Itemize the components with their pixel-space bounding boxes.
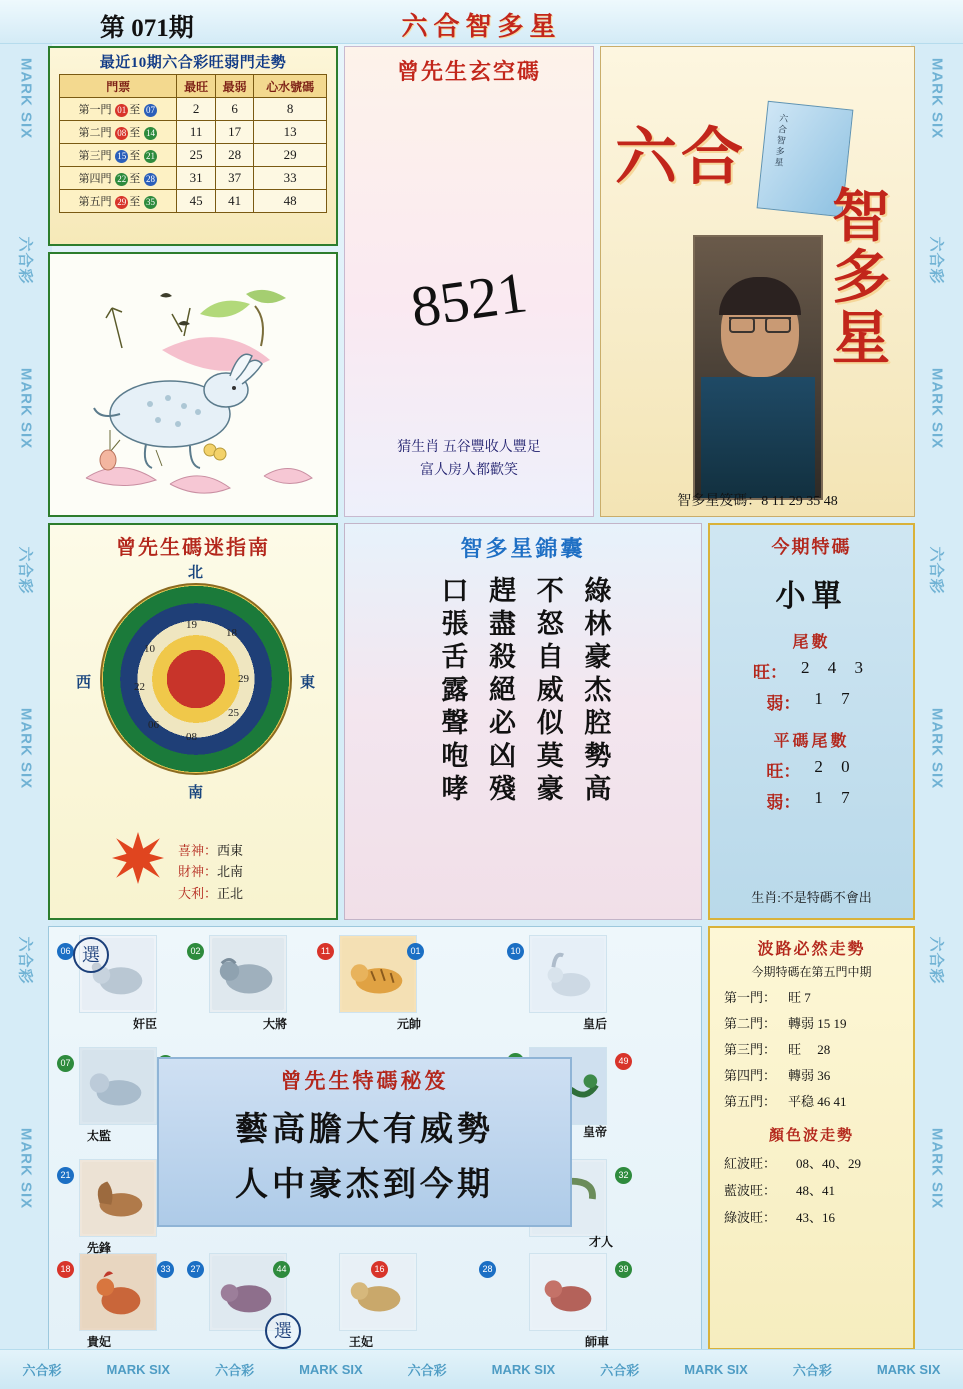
tail-weak-value: 1 7 [814, 689, 857, 708]
special-code-value: 小單 [775, 580, 848, 613]
row-label: 第二門 08 至 14 [60, 121, 177, 144]
number-ball[interactable]: 32 [615, 1167, 632, 1184]
tiger-icon [342, 938, 414, 1010]
flat-weak-label: 弱： [766, 793, 801, 812]
gate-value: 旺 7 [788, 990, 811, 1005]
legend-key: 財神： [178, 864, 218, 880]
gate-row [724, 987, 913, 1006]
wave-trend-title: 波路必然走勢 [757, 941, 866, 958]
zodiac-label: 元帥 [397, 1017, 422, 1031]
gate-label: 第二門 [78, 127, 112, 139]
gate-row [724, 1013, 913, 1032]
rail-watermark: 六合彩 [927, 936, 945, 985]
rabbit-illustration-panel [48, 252, 338, 517]
number-ball[interactable]: 28 [479, 1261, 496, 1278]
zodiac-cell[interactable] [209, 935, 287, 1013]
secret-formula-panel [157, 1057, 572, 1227]
compass-panel [48, 523, 338, 920]
brand-panel [600, 46, 915, 517]
number-ball[interactable]: 49 [615, 1053, 632, 1070]
ball: 35 [145, 196, 155, 207]
portrait-photo [693, 235, 823, 500]
footer-bar [0, 1349, 963, 1389]
color-value: 08、40、29 [796, 1156, 862, 1171]
horse-icon [82, 1162, 154, 1234]
footer-item: 六合彩 [407, 1363, 447, 1378]
ball: 01 [117, 104, 127, 115]
trend-title: 最近10期六合彩旺弱門走勢 [99, 55, 287, 71]
zodiac-label: 師車 [585, 1335, 610, 1349]
cell-least: 17 [215, 121, 253, 144]
selection-stamp[interactable]: 選 [265, 1313, 301, 1349]
cell-most: 25 [177, 144, 215, 167]
flat-tail-row [710, 788, 913, 813]
legend-row [178, 883, 243, 904]
rail-watermark: MARK SIX [17, 57, 35, 140]
cell-least: 28 [215, 144, 253, 167]
row-label: 第三門 15 至 21 [60, 144, 177, 167]
gate-key: 第四門： [724, 1068, 777, 1083]
col-header: 門票 [60, 75, 177, 98]
col-header: 心水號碼 [254, 75, 327, 98]
gate-value: 轉弱 36 [788, 1068, 831, 1083]
cell-pick: 33 [254, 167, 327, 190]
footer-item: MARK SIX [299, 1362, 363, 1377]
dial-number: 19 [186, 619, 197, 631]
poem-line-2: 富人房人都歡笑 [420, 462, 518, 478]
zodiac-label: 才人 [589, 1235, 614, 1249]
number-ball[interactable]: 07 [57, 1055, 74, 1072]
zodiac-cell[interactable] [529, 1253, 607, 1331]
period-label: 第 071期 [100, 15, 194, 42]
direction-west: 西 [76, 675, 92, 691]
number-ball[interactable]: 10 [507, 943, 524, 960]
rooster-icon [82, 1256, 154, 1328]
color-key: 綠波旺： [724, 1210, 777, 1225]
rail-watermark: MARK SIX [928, 57, 946, 140]
selection-stamp[interactable]: 選 [73, 937, 109, 973]
gate-value: 平稳 46 41 [788, 1094, 847, 1109]
table-row [60, 167, 327, 190]
ball: 28 [145, 173, 155, 184]
rail-watermark: MARK SIX [928, 367, 946, 450]
dial-number: 22 [134, 681, 145, 693]
jinnang-panel [344, 523, 702, 920]
flat-weak-value: 1 7 [814, 788, 857, 807]
star-icon [112, 832, 164, 884]
secret-line-1: 藝高膽大有威勢 [235, 1112, 494, 1148]
gate-row [724, 1091, 913, 1110]
cell-most: 11 [177, 121, 215, 144]
page-title: 六合智多星 [401, 12, 562, 41]
cell-least: 41 [215, 190, 253, 213]
gate-label: 第五門 [78, 196, 112, 208]
tail-row [710, 658, 913, 683]
zodiac-cell[interactable] [79, 1159, 157, 1237]
table-row [60, 98, 327, 121]
zodiac-cell[interactable] [529, 935, 607, 1013]
number-ball[interactable]: 27 [187, 1261, 204, 1278]
dial-number: 18 [226, 627, 237, 639]
number-ball[interactable]: 33 [157, 1261, 174, 1278]
footer-item: 六合彩 [600, 1363, 640, 1378]
color-value: 43、16 [796, 1210, 836, 1225]
zodiac-cell[interactable] [79, 1047, 157, 1125]
col-header: 最弱 [215, 75, 253, 98]
secret-line-2: 人中豪杰到今期 [235, 1167, 494, 1203]
table-row [60, 121, 327, 144]
cell-pick: 8 [254, 98, 327, 121]
rail-watermark: 六合彩 [927, 236, 945, 285]
cell-pick: 13 [254, 121, 327, 144]
cell-most: 31 [177, 167, 215, 190]
col-header: 最旺 [177, 75, 215, 98]
number-ball[interactable]: 21 [57, 1167, 74, 1184]
rail-watermark: MARK SIX [17, 1127, 35, 1210]
direction-north: 北 [188, 565, 204, 581]
flat-tail-section-title: 平碼尾數 [773, 733, 850, 750]
cell-least: 6 [215, 98, 253, 121]
color-value: 48、41 [796, 1183, 836, 1198]
left-watermark-rail [0, 0, 52, 1389]
verse-column: 口張舌露聲咆哮 [437, 576, 468, 807]
brand-codes-label: 智多星笈碼： [677, 494, 762, 509]
brand-title-2: 智多星 [831, 184, 890, 371]
gate-key: 第二門： [724, 1016, 777, 1031]
table-row [60, 190, 327, 213]
number-ball[interactable]: 44 [273, 1261, 290, 1278]
rail-watermark: MARK SIX [928, 1127, 946, 1210]
compass-legend [178, 840, 243, 904]
brand-title-1: 六合 [615, 124, 748, 192]
table-header-row [60, 75, 327, 98]
ball: 08 [117, 127, 127, 138]
compass-title: 曾先生碼迷指南 [116, 537, 270, 559]
ox-icon [212, 938, 284, 1010]
gate-label: 第三門 [78, 150, 112, 162]
zodiac-label: 王妃 [349, 1335, 374, 1349]
xuankong-panel [344, 46, 594, 517]
number-ball[interactable]: 39 [615, 1261, 632, 1278]
dial-number: 08 [186, 731, 197, 743]
tail-number-section-title: 尾數 [792, 634, 831, 651]
row-label: 第五門 29 至 35 [60, 190, 177, 213]
tail-row [710, 689, 913, 714]
verse-column: 趕盡殺絕必凶殘 [485, 576, 515, 807]
cell-most: 45 [177, 190, 215, 213]
brand-codes-value: 8 11 29 35 48 [761, 494, 838, 509]
brand-codes [601, 490, 914, 510]
special-code-title: 今期特碼 [771, 537, 852, 557]
zodiac-label: 皇帝 [583, 1125, 608, 1139]
legend-key: 喜神： [178, 842, 218, 858]
zodiac-cell[interactable] [339, 935, 417, 1013]
zodiac-label: 皇后 [583, 1017, 608, 1031]
rail-watermark: MARK SIX [17, 367, 35, 450]
gate-label: 第四門 [78, 173, 112, 185]
legend-value: 正北 [217, 885, 244, 901]
flat-strong-value: 2 0 [814, 757, 857, 776]
footer-item: MARK SIX [491, 1362, 556, 1377]
zodiac-label: 奸臣 [133, 1017, 158, 1031]
ball: 14 [145, 127, 155, 138]
trend-panel [48, 46, 338, 246]
legend-value: 北南 [217, 864, 244, 880]
rabbit-icon [532, 938, 604, 1010]
tail-strong-label: 旺： [753, 663, 787, 682]
special-code-panel [708, 523, 915, 920]
wave-trend-subtitle: 今期特碼在第五門中期 [751, 965, 872, 979]
right-watermark-rail [911, 0, 963, 1389]
footer-item: MARK SIX [106, 1362, 171, 1377]
flat-strong-label: 旺： [766, 762, 801, 781]
dial-number: 10 [144, 643, 155, 655]
zodiac-label: 大將 [263, 1017, 288, 1031]
direction-east: 東 [300, 675, 316, 691]
cell-least: 37 [215, 167, 253, 190]
number-ball[interactable]: 18 [57, 1261, 74, 1278]
zodiac-grid-panel [48, 926, 702, 1350]
book-title: 六合智多星 [772, 112, 789, 169]
color-row [724, 1153, 913, 1172]
zodiac-label: 貴妃 [87, 1335, 112, 1349]
legend-key: 大利： [178, 885, 218, 901]
gate-key: 第一門： [724, 990, 777, 1005]
rail-watermark: 六合彩 [16, 236, 34, 285]
ball: 29 [117, 196, 127, 207]
color-wave-title: 顏色波走勢 [768, 1128, 854, 1144]
cell-pick: 29 [254, 144, 327, 167]
number-ball[interactable]: 16 [371, 1261, 388, 1278]
rail-watermark: 六合彩 [927, 546, 945, 595]
rail-watermark: MARK SIX [17, 707, 35, 790]
gate-row [724, 1039, 913, 1058]
rail-watermark: 六合彩 [16, 936, 34, 985]
number-ball[interactable]: 11 [317, 943, 334, 960]
zodiac-label: 太監 [87, 1129, 112, 1143]
number-ball[interactable]: 06 [57, 943, 74, 960]
portrait-hair [719, 277, 801, 315]
zodiac-note: 生肖:不是特碼不會出 [751, 890, 872, 905]
compass-dial[interactable] [100, 583, 292, 775]
ball: 07 [145, 104, 155, 115]
gate-key: 第五門： [724, 1094, 777, 1109]
gate-value: 旺 28 [788, 1042, 831, 1057]
row-label: 第四門 22 至 28 [60, 167, 177, 190]
cell-most: 2 [177, 98, 215, 121]
tail-weak-label: 弱： [766, 694, 801, 713]
number-ball[interactable]: 02 [187, 943, 204, 960]
footer-item: MARK SIX [684, 1362, 748, 1377]
tail-strong-value: 2 4 3 [801, 658, 870, 677]
color-key: 藍波旺： [724, 1183, 777, 1198]
glasses-icon [729, 317, 791, 329]
poem-line-1: 猜生肖 五谷豐收人豐足 [397, 440, 541, 456]
footer-item: 六合彩 [22, 1363, 62, 1378]
rail-watermark: MARK SIX [928, 707, 946, 790]
gate-row [724, 1065, 913, 1084]
legend-row [178, 861, 243, 882]
portrait-body [701, 377, 815, 498]
footer-item: 六合彩 [215, 1363, 255, 1378]
jinnang-title: 智多星錦囊 [460, 536, 586, 561]
gate-value: 轉弱 15 19 [788, 1016, 847, 1031]
rail-watermark: 六合彩 [16, 546, 34, 595]
legend-value: 西東 [217, 842, 244, 858]
dial-number: 29 [238, 673, 249, 685]
ball: 21 [145, 150, 155, 161]
dial-number: 25 [228, 707, 239, 719]
ball: 22 [117, 173, 127, 184]
monkey-icon [532, 1256, 604, 1328]
rabbit-illustration [50, 254, 336, 515]
color-row [724, 1207, 913, 1226]
xuankong-poem [345, 437, 593, 482]
xuankong-code: 8521 [407, 259, 531, 340]
gate-label: 第一門 [78, 104, 112, 116]
legend-row [178, 840, 243, 861]
cell-pick: 48 [254, 190, 327, 213]
ball: 15 [117, 150, 127, 161]
row-label: 第一門 01 至 07 [60, 98, 177, 121]
color-key: 紅波旺： [724, 1156, 777, 1171]
jinnang-verses [345, 576, 701, 909]
verse-column: 綠林豪杰腔勢高 [580, 576, 611, 807]
footer-item: 六合彩 [792, 1363, 832, 1378]
wave-trend-panel [708, 926, 915, 1350]
direction-south: 南 [188, 785, 204, 801]
dog-icon [82, 1050, 154, 1122]
footer-item: MARK SIX [876, 1362, 941, 1377]
verse-column: 不怒自威似莫豪 [532, 576, 563, 807]
gate-key: 第三門： [724, 1042, 777, 1057]
color-row [724, 1180, 913, 1199]
trend-table [59, 74, 327, 213]
xuankong-title: 曾先生玄空碼 [396, 59, 541, 84]
number-ball[interactable]: 01 [407, 943, 424, 960]
flat-tail-row [710, 757, 913, 782]
table-row [60, 144, 327, 167]
zodiac-label: 先鋒 [87, 1241, 112, 1255]
zodiac-cell[interactable] [79, 1253, 157, 1331]
dial-number: 06 [148, 719, 159, 731]
secret-title: 曾先生特碼秘笈 [280, 1069, 449, 1093]
